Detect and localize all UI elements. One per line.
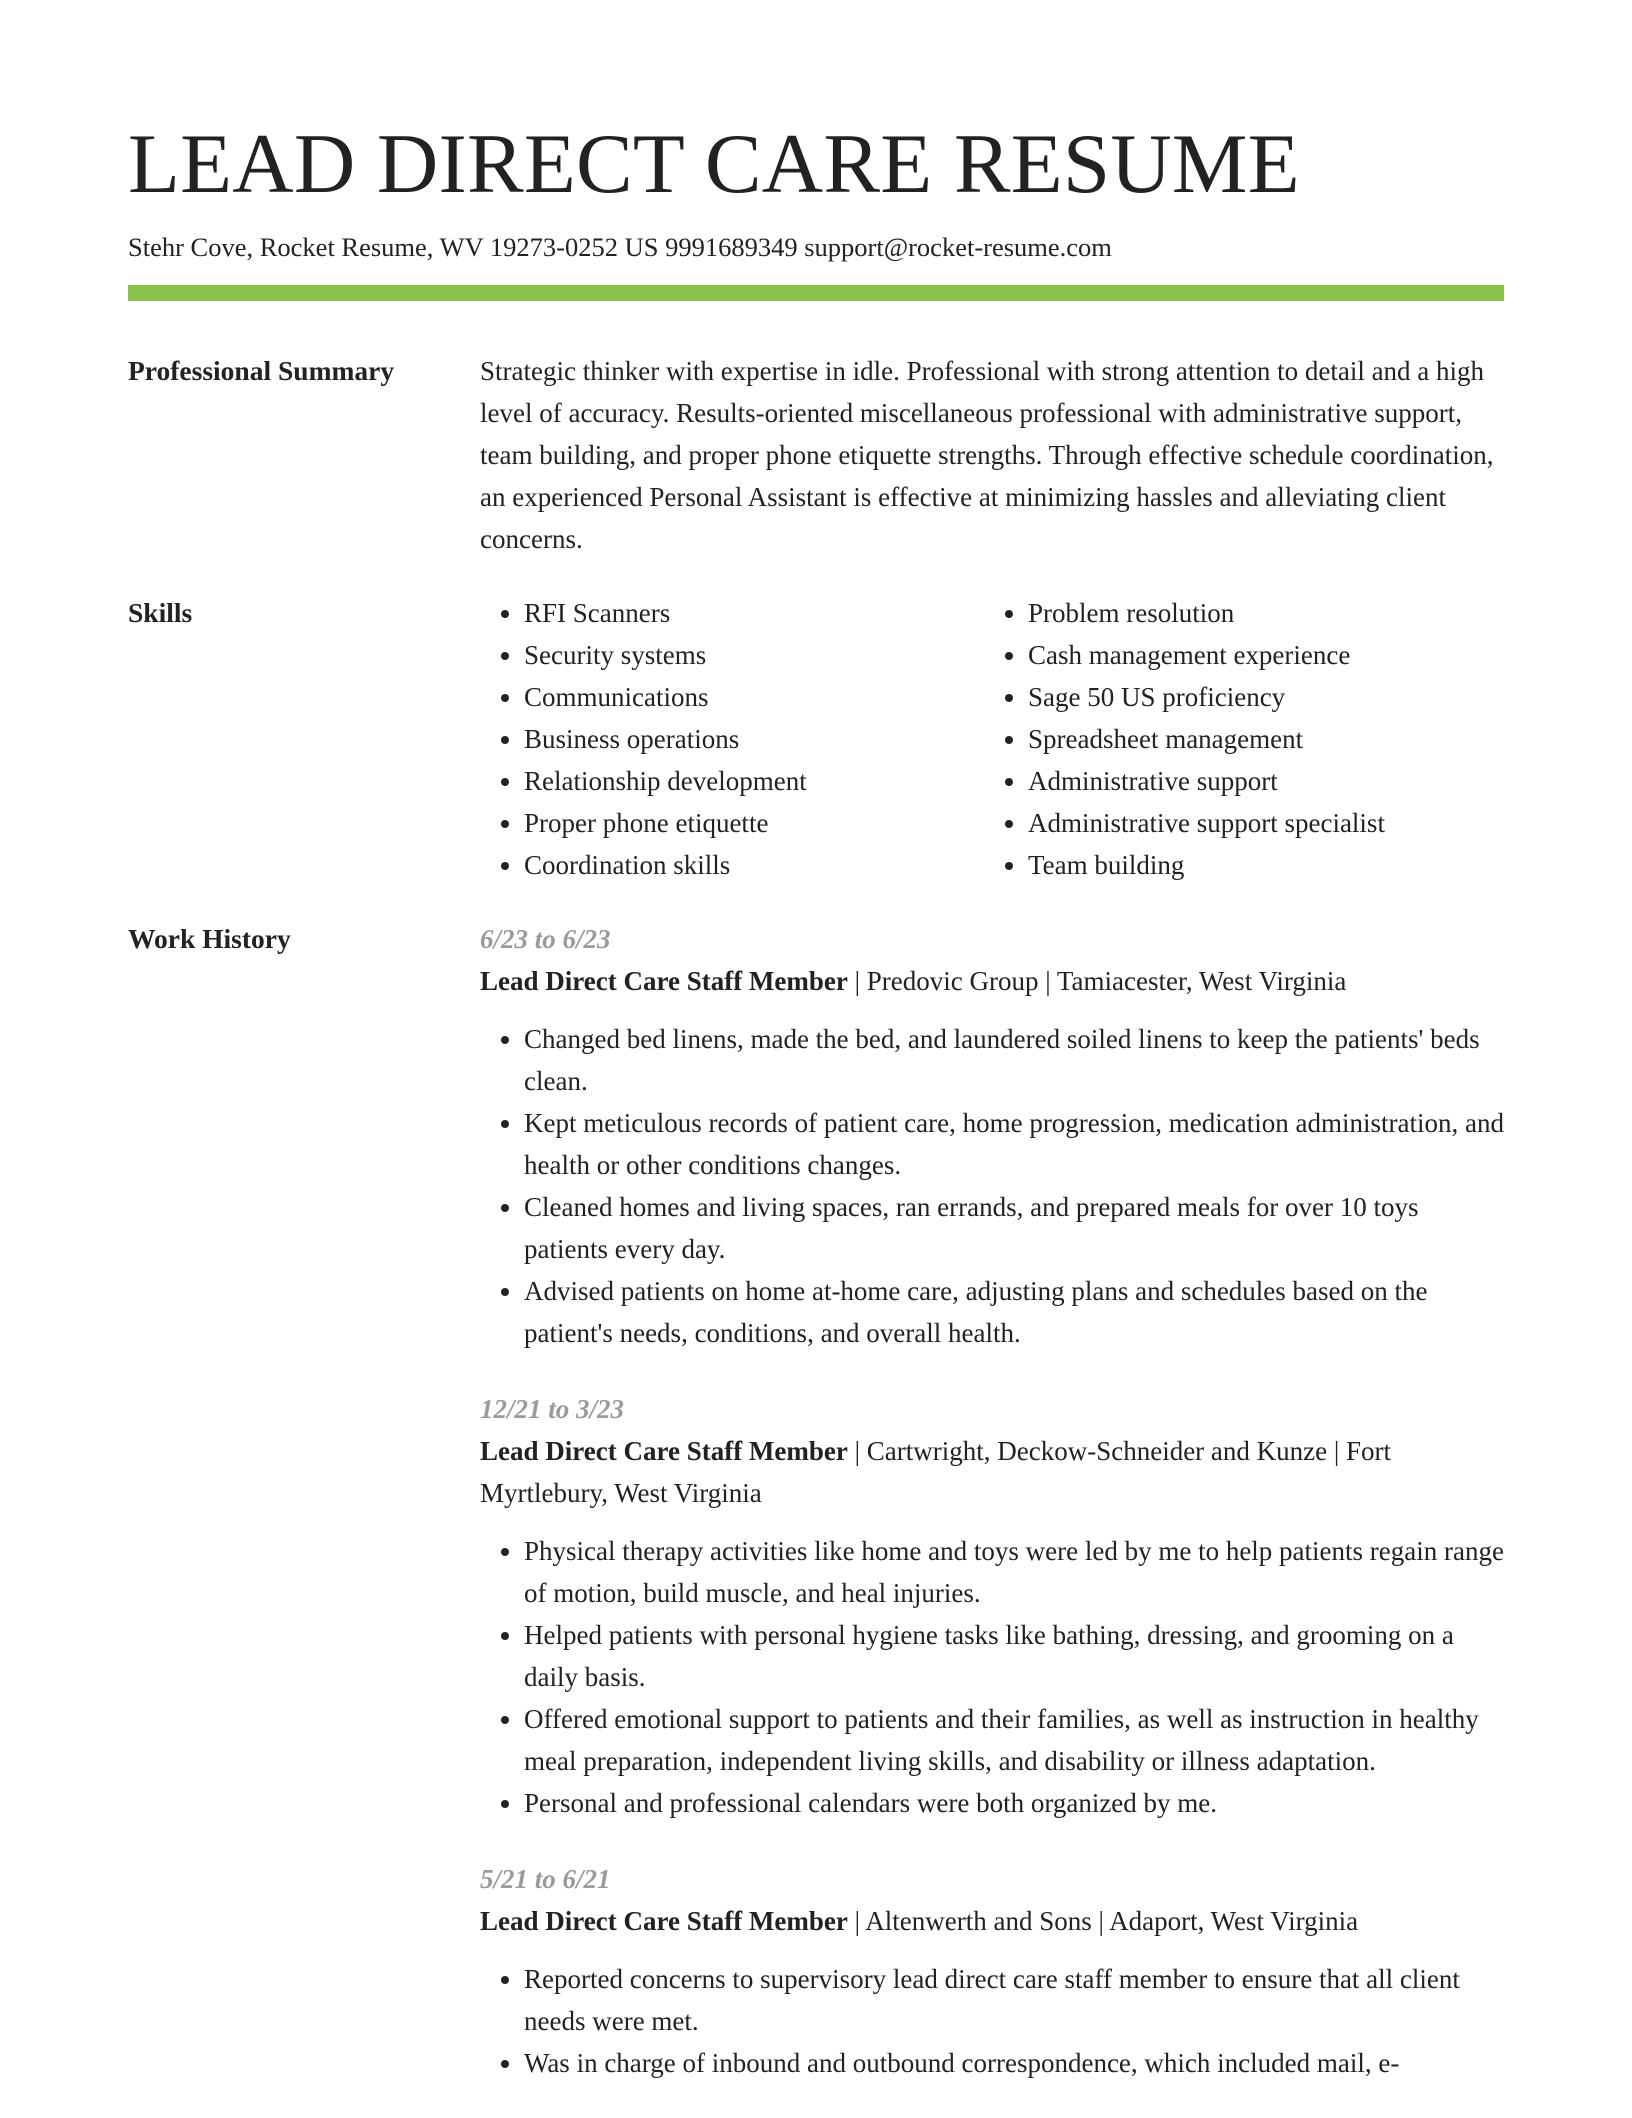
job-details: | Predovic Group | Tamiacester, West Virginia — [847, 966, 1347, 996]
job-bullet: • Cleaned homes and living spaces, ran errands, and prepared meals for over 10 toys patients every day. — [524, 1186, 1506, 1270]
job-header — [480, 1430, 1506, 1514]
skill-item: • RFI Scanners — [524, 592, 984, 634]
job-bullet: • Personal and professional calendars were both organized by me. — [524, 1782, 1506, 1824]
skill-item: • Security systems — [524, 634, 984, 676]
job-entry — [480, 1388, 1506, 1824]
summary-text: Strategic thinker with expertise in idle. Professional with strong attention to detail and a high level of accuracy. Results-oriented miscellaneous professional with administrative support, team building, and proper phone etiquette strengths. Through effective schedule coordination, an experienced Personal Assistant is effective at minimizing hassles and alleviating client concerns. — [480, 356, 1494, 554]
skill-item: • Coordination skills — [524, 844, 984, 886]
skill-item: • Cash management experience — [1028, 634, 1488, 676]
resume-title: LEAD DIRECT CARE RESUME — [128, 117, 1300, 211]
job-dates: 5/21 to 6/21 — [480, 1864, 611, 1894]
skill-item: • Business operations — [524, 718, 984, 760]
skill-item: • Sage 50 US proficiency — [1028, 676, 1488, 718]
skill-item: • Problem resolution — [1028, 592, 1488, 634]
job-bullet: • Was in charge of inbound and outbound correspondence, which included mail, e- — [524, 2042, 1506, 2084]
skill-item: • Proper phone etiquette — [524, 802, 984, 844]
skill-item: • Team building — [1028, 844, 1488, 886]
job-bullet: • Physical therapy activities like home and toys were led by me to help patients regain range of motion, build muscle, and heal injuries. — [524, 1530, 1506, 1614]
skill-item: • Communications — [524, 676, 984, 718]
work-history-heading: Work History — [128, 923, 291, 954]
job-bullet: • Reported concerns to supervisory lead direct care staff member to ensure that all client needs were met. — [524, 1958, 1506, 2042]
job-dates: 12/21 to 3/23 — [480, 1394, 625, 1424]
job-bullets — [480, 1958, 1506, 2084]
job-role: Lead Direct Care Staff Member — [480, 966, 848, 996]
job-entry — [480, 918, 1506, 1354]
job-bullets — [480, 1530, 1506, 1824]
job-bullet: • Kept meticulous records of patient care, home progression, medication administration, and health or other conditions changes. — [524, 1102, 1506, 1186]
job-bullet: • Advised patients on home at-home care, adjusting plans and schedules based on the patient's needs, conditions, and overall health. — [524, 1270, 1506, 1354]
work-history — [480, 918, 1506, 2118]
job-bullet: • Changed bed linens, made the bed, and laundered soiled linens to keep the patients' beds clean. — [524, 1018, 1506, 1102]
skill-item: • Administrative support — [1028, 760, 1488, 802]
summary-heading: Professional Summary — [128, 355, 395, 386]
skills-column-left — [480, 592, 984, 886]
job-details: | Altenwerth and Sons | Adaport, West Virginia — [847, 1906, 1359, 1936]
job-details: | Cartwright, Deckow-Schneider and Kunze | Fort Myrtlebury, West Virginia — [480, 1436, 1392, 1508]
job-bullet: • Offered emotional support to patients and their families, as well as instruction in healthy meal preparation, independent living skills, and disability or illness adaptation. — [524, 1698, 1506, 1782]
skills-list — [480, 592, 1506, 886]
job-header — [480, 1900, 1506, 1942]
skill-item: • Administrative support specialist — [1028, 802, 1488, 844]
contact-line: Stehr Cove, Rocket Resume, WV 19273-0252 US 9991689349 support@rocket-resume.com — [128, 232, 1112, 262]
skill-item: • Spreadsheet management — [1028, 718, 1488, 760]
job-bullets — [480, 1018, 1506, 1354]
job-header — [480, 960, 1506, 1002]
accent-divider — [128, 285, 1504, 301]
skills-heading: Skills — [128, 597, 193, 628]
job-role: Lead Direct Care Staff Member — [480, 1436, 848, 1466]
skills-column-right — [984, 592, 1488, 886]
job-entry — [480, 1858, 1506, 2084]
job-dates: 6/23 to 6/23 — [480, 924, 611, 954]
job-bullet: • Helped patients with personal hygiene tasks like bathing, dressing, and grooming on a daily basis. — [524, 1614, 1506, 1698]
skill-item: • Relationship development — [524, 760, 984, 802]
job-role: Lead Direct Care Staff Member — [480, 1906, 848, 1936]
